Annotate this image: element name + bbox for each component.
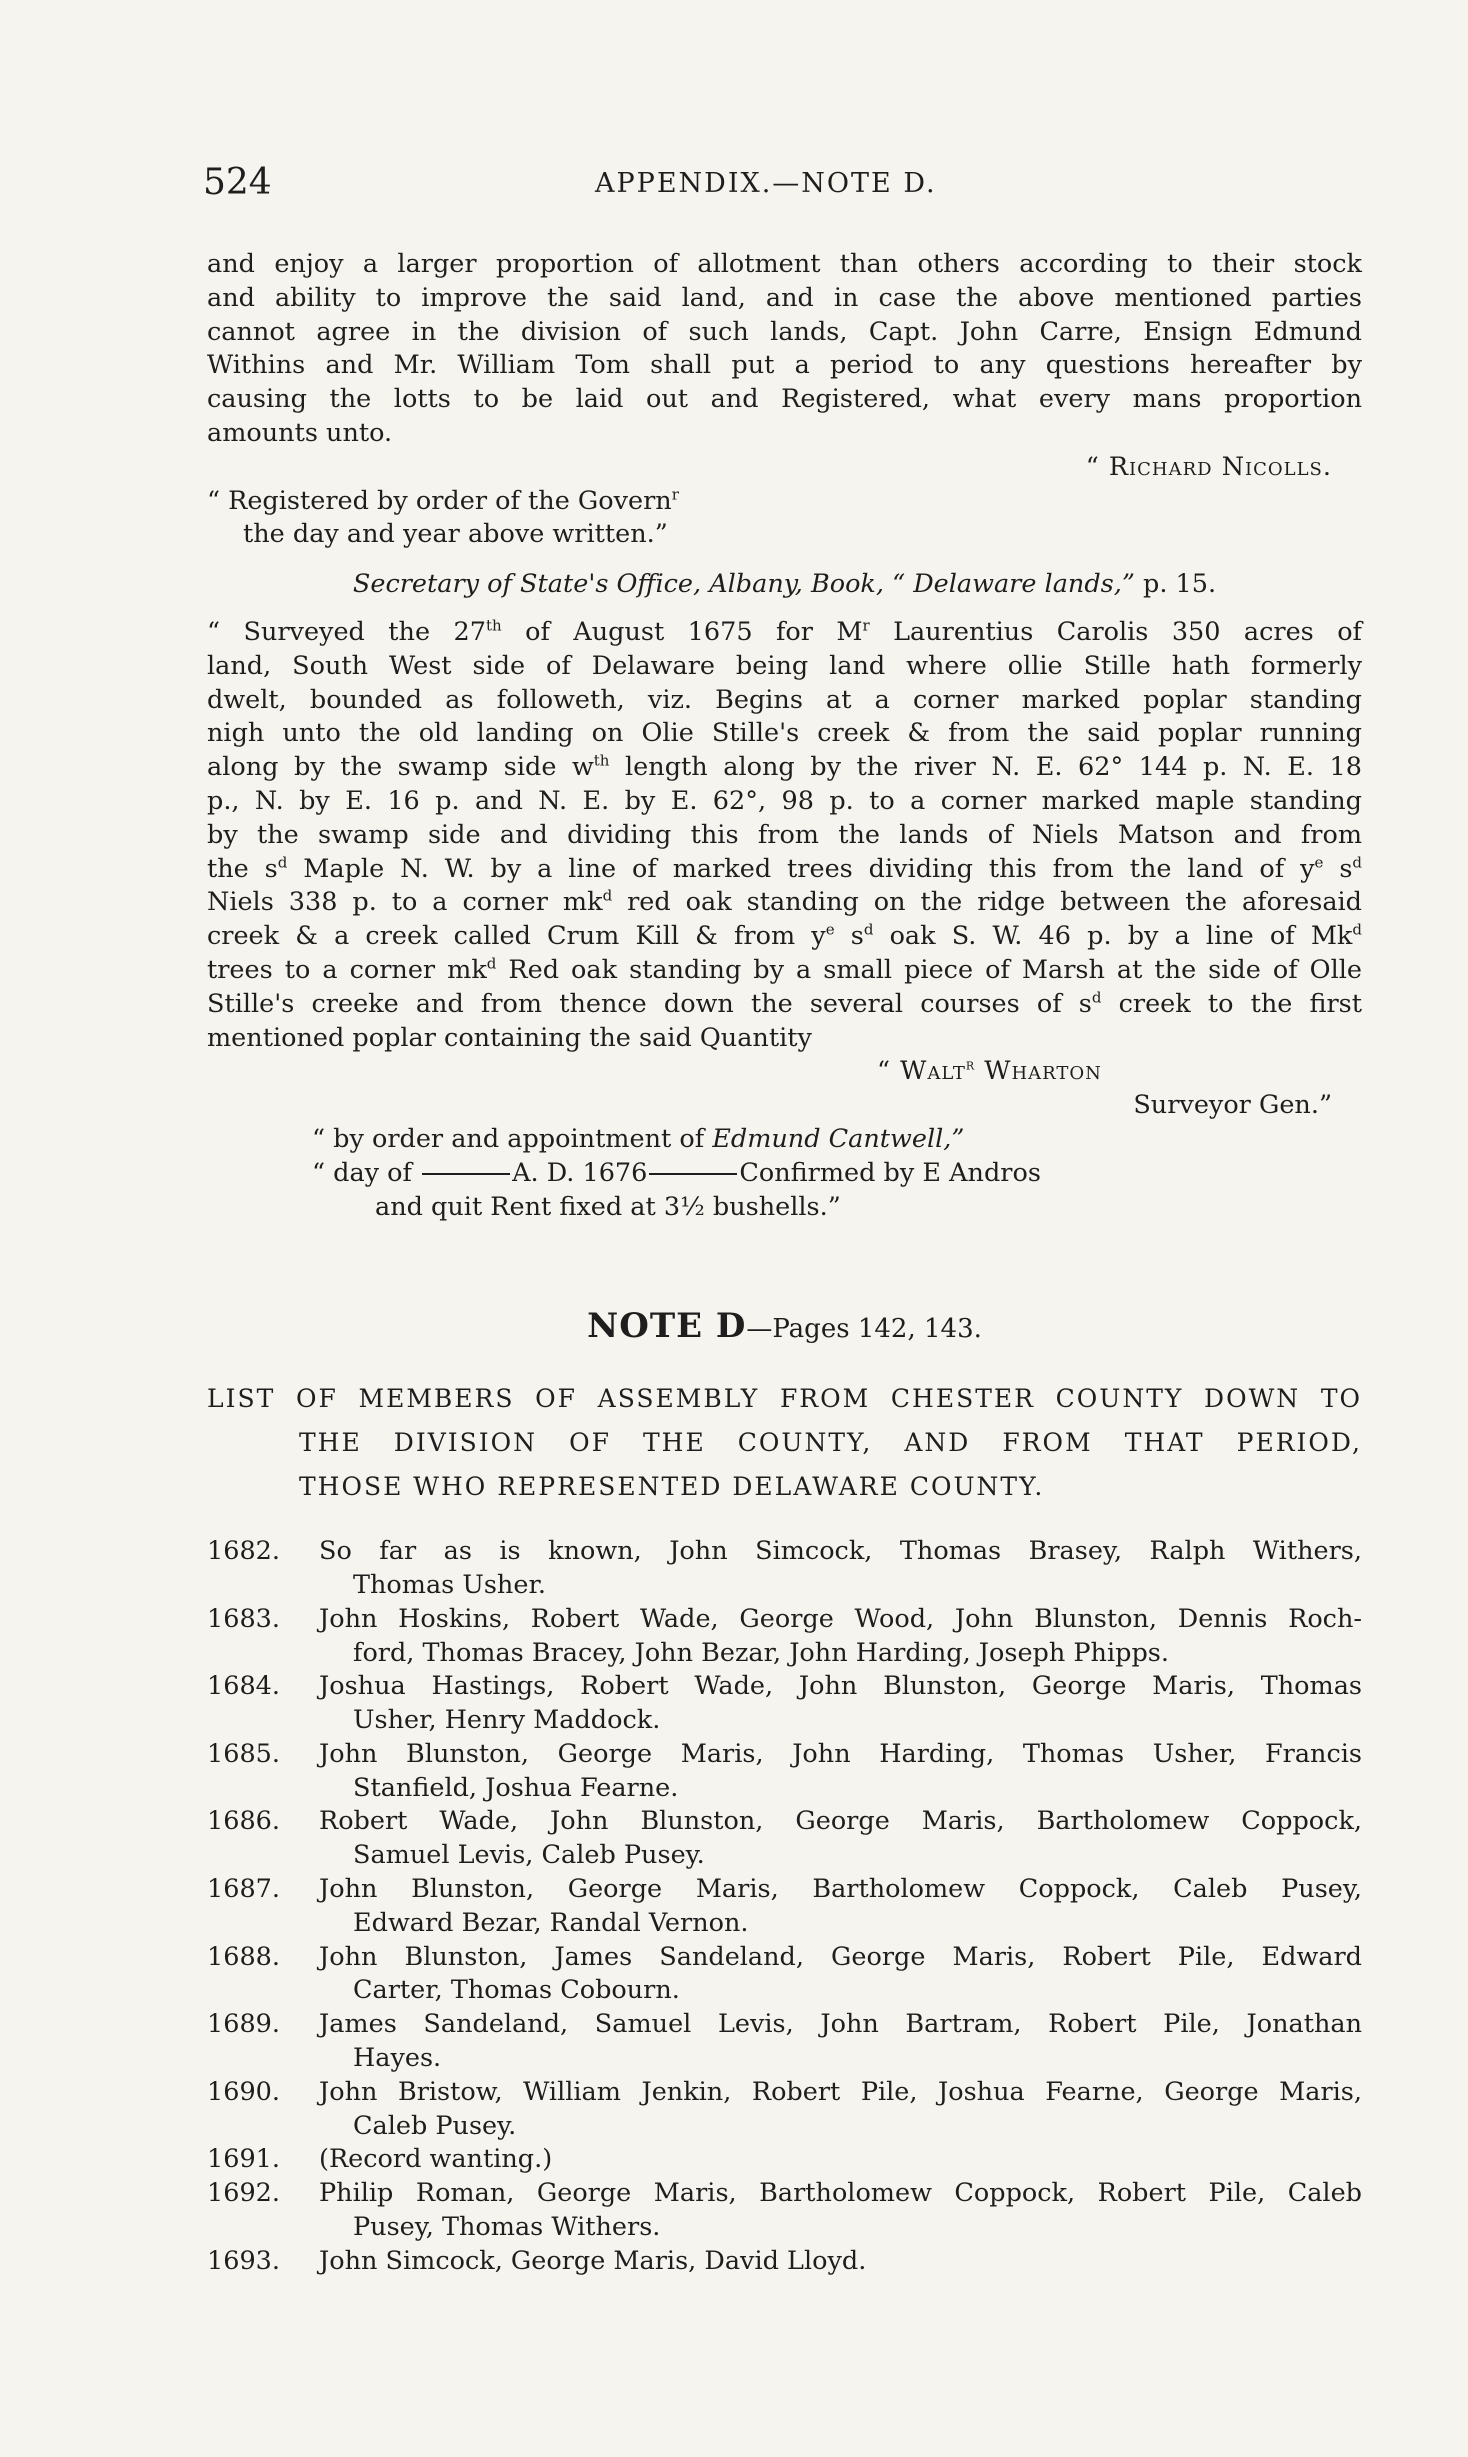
rent-line: and quit Rent fixed at 3½ bushells.” (375, 1191, 841, 1222)
text-line: along by the swamp side $w^{th}$ length along by the river N. E. 62° 144 p. N. E. 18 (207, 751, 1362, 783)
list-item: 1692. Philip Roman, George Maris, Bartholomew Coppock, Robert Pile, Caleb Pusey, Thomas Withers. (207, 2178, 1362, 2243)
list-item: 1683. John Hoskins, Robert Wade, George Wood, John Blunston, Dennis Roch- ford, Thomas Bracey, John Bezar, John Harding, Joseph Phipps. (207, 1603, 1362, 1668)
list-item: 1689. James Sandeland, Samuel Levis, John Bartram, Robert Pile, Jonathan Hayes. (207, 2009, 1362, 2074)
list-item: 1691. (Record wanting.) (207, 2144, 553, 2175)
running-title: APPENDIX.—NOTE D. (595, 168, 937, 199)
page-header (203, 162, 1363, 214)
text-line: dwelt, bounded as followeth, viz. Begins at a corner marked poplar standing (207, 684, 1362, 715)
list-item: 1684. Joshua Hastings, Robert Wade, John Blunston, George Maris, Thomas Usher, Henry Maddock. (207, 1671, 1362, 1736)
list-title: LIST OF MEMBERS OF ASSEMBLY FROM CHESTER COUNTY DOWN TO THE DIVISION OF THE COUNTY, AND FROM THAT PERIOD, THOSE WHO REPRESENTED DELAWARE COUNTY. (207, 1384, 1362, 1502)
text-line: Withins and Mr. William Tom shall put a period to any questions hereafter by (207, 350, 1362, 381)
text-line: the $s^d$ Maple N. W. by a line of marked trees dividing this from the land of $y^e$ $s^d$ (207, 853, 1363, 884)
page-number: 524 (203, 162, 272, 203)
survey-paragraph (207, 616, 1362, 1224)
list-item: 1693. John Simcock, George Maris, David Lloyd. (207, 2245, 867, 2276)
signature-nicolls: “ Richard Nicolls. (1085, 451, 1332, 482)
allotment-paragraph (207, 248, 1362, 552)
members-list (207, 1535, 1362, 2279)
text-line: causing the lotts to be laid out and Registered, what every mans proportion (207, 384, 1362, 415)
list-item: 1686. Robert Wade, John Blunston, George Maris, Bartholomew Coppock, Samuel Levis, Caleb Pusey. (207, 1806, 1362, 1871)
list-item: 1685. John Blunston, George Maris, John Harding, Thomas Usher, Francis Stanfield, Joshua Fearne. (207, 1738, 1362, 1803)
text-line: and enjoy a larger proportion of allotment than others according to their stock (207, 249, 1362, 279)
blank-dash (649, 1173, 737, 1175)
list-item: 1682. So far as is known, John Simcock, Thomas Brasey, Ralph Withers, Thomas Usher. (207, 1536, 1362, 1600)
registered-line: “ Registered by order of the Govern$^r$ (207, 485, 679, 516)
text-line: “ Surveyed the 27th of August 1675 for $M^r$ Laurentius Carolis 350 acres of (207, 616, 1362, 647)
text-line: by the swamp side and dividing this from the lands of Niels Matson and from (207, 819, 1362, 850)
order-line: “ by order and appointment of Edmund Cantwell,” (312, 1123, 965, 1154)
note-heading: NOTE D—Pages 142, 143. (587, 1306, 982, 1347)
registered-line-2: the day and year above written.” (243, 519, 668, 550)
blank-dash (422, 1173, 510, 1175)
text-line: land, South West side of Delaware being land where ollie Stille hath formerly (207, 650, 1362, 681)
list-item: 1688. John Blunston, James Sandeland, George Maris, Robert Pile, Edward Carter, Thomas Cobourn. (207, 1941, 1362, 2006)
list-item: 1687. John Blunston, George Maris, Bartholomew Coppock, Caleb Pusey, Edward Bezar, Randal Vernon. (207, 1874, 1362, 1938)
text-line: mentioned poplar containing the said Quantity (207, 1022, 812, 1053)
text-line: trees to a corner $mk^d$ Red oak standing by a small piece of Marsh at the side of Olle (207, 954, 1362, 985)
date-line: “ day of A. D. 1676 Confirmed by E Andros (312, 1157, 1041, 1188)
text-line: amounts unto. (207, 417, 393, 448)
text-line: and ability to improve the said land, and in case the above mentioned parties (207, 282, 1362, 313)
text-line: cannot agree in the division of such lands, Capt. John Carre, Ensign Edmund (207, 316, 1362, 347)
text-line: Niels 338 p. to a corner $mk^d$ red oak standing on the ridge between the aforesaid (207, 886, 1363, 918)
text-line: p., N. by E. 16 p. and N. E. by E. 62°, 98 p. to a corner marked maple standing (207, 785, 1362, 816)
text-line: nigh unto the old landing on Olie Stille's creek & from the said poplar running (207, 718, 1362, 749)
signature-wharton: “ Walt$^r$ Wharton (877, 1055, 1102, 1087)
source-citation: Secretary of State's Office, Albany, Book, “ Delaware lands,” p. 15. (352, 569, 1217, 600)
text-line: Stille's creeke and from thence down the several courses of $s^d$ creek to the first (207, 988, 1362, 1019)
text-line: creek & a creek called Crum Kill & from $y^e$ $s^d$ oak S. W. 46 p. by a line of Mk$^d$ (207, 920, 1362, 952)
list-item: 1690. John Bristow, William Jenkin, Robert Pile, Joshua Fearne, George Maris, Caleb Pusey. (207, 2076, 1362, 2141)
surveyor-title: Surveyor Gen.” (1133, 1090, 1332, 1121)
page-body (207, 248, 1362, 2279)
